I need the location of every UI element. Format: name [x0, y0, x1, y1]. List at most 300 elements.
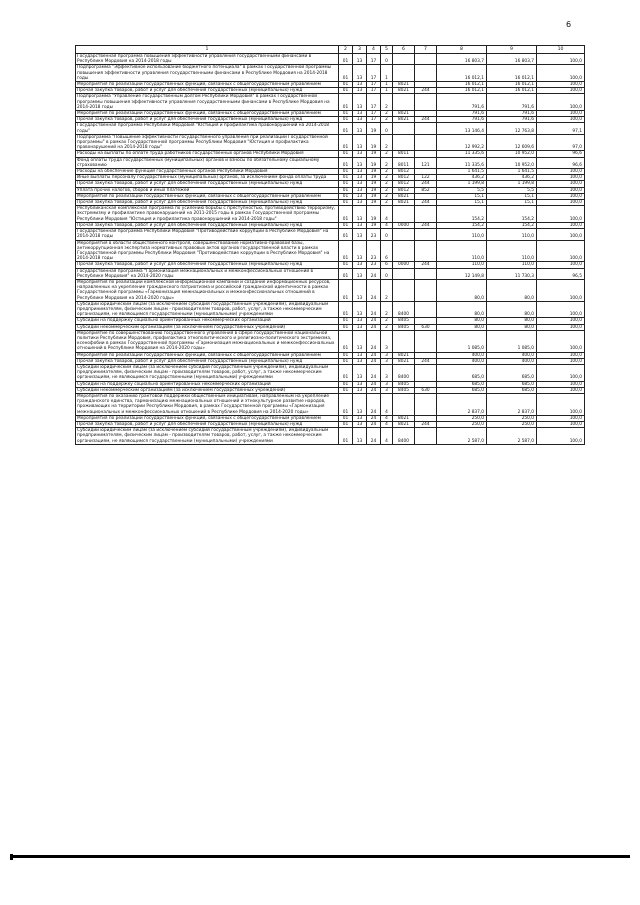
cell-percent: 100,0 — [537, 387, 585, 393]
cell-expense-type: 244 — [415, 422, 437, 428]
cell-section: 01 — [339, 358, 353, 364]
cell-section: 01 — [339, 229, 353, 240]
row-name: Прочая закупка товаров, работ и услуг для обеспечения государственных (муниципальных) нужд — [76, 200, 339, 206]
cell-subprogram: 1 — [381, 65, 393, 82]
cell-expense-type — [415, 301, 437, 318]
cell-percent: 100,0 — [537, 200, 585, 206]
cell-section: 01 — [339, 240, 353, 262]
cell-executed: 791,6 — [487, 117, 537, 123]
cell-program: 17 — [367, 65, 381, 82]
cell-direction: 8012 — [393, 175, 415, 181]
row-name: Субсидии юридическим лицам (за исключением субсидий государственным учреждениям), индивидуальным предпринимателям, физическим лицам - производителям товаров, работ, услуг, а также некоммерческим организациям, не являющимся государственными (муниципальными) учреждениями — [76, 301, 339, 318]
cell-executed: 250,0 — [487, 422, 537, 428]
cell-percent: 100,0 — [537, 229, 585, 240]
cell-subsection: 13 — [353, 134, 367, 151]
cell-expense-type — [415, 240, 437, 262]
cell-expense-type — [415, 123, 437, 134]
cell-percent: 100,0 — [537, 111, 585, 117]
cell-program: 19 — [367, 200, 381, 206]
cell-percent: 100,0 — [537, 222, 585, 228]
cell-direction: 8405 — [393, 318, 415, 324]
cell-subprogram: 2 — [381, 111, 393, 117]
cell-subsection: 13 — [353, 387, 367, 393]
cell-section: 01 — [339, 387, 353, 393]
cell-program: 24 — [367, 415, 381, 421]
cell-direction: 0000 — [393, 222, 415, 228]
row-name: Субсидии некоммерческим организациям (за исключением государственных учреждений) — [76, 387, 339, 393]
cell-section: 01 — [339, 151, 353, 157]
row-name: Субсидии некоммерческим организациям (за исключением государственных учреждений) — [76, 324, 339, 330]
cell-executed: 791,6 — [487, 94, 537, 111]
row-name: Прочая закупка товаров, работ и услуг для обеспечения государственных (муниципальных) нужд — [76, 181, 339, 187]
cell-executed: 80,0 — [487, 324, 537, 330]
cell-planned: 80,0 — [437, 324, 487, 330]
cell-section: 01 — [339, 187, 353, 193]
row-name: Прочая закупка товаров, работ и услуг для обеспечения государственных (муниципальных) нужд — [76, 88, 339, 94]
cell-percent: 100,0 — [537, 301, 585, 318]
cell-section: 01 — [339, 88, 353, 94]
cell-percent: 100,0 — [537, 54, 585, 65]
cell-percent: 100,0 — [537, 318, 585, 324]
row-name: Мероприятия по реализации государственных функций, связанных с общегосударственным управлением — [76, 193, 339, 199]
cell-section: 01 — [339, 193, 353, 199]
cell-direction — [393, 94, 415, 111]
cell-subsection: 13 — [353, 352, 367, 358]
cell-subsection: 13 — [353, 262, 367, 268]
table-row — [76, 134, 585, 151]
cell-expense-type — [415, 206, 437, 223]
cell-expense-type: 244 — [415, 200, 437, 206]
cell-section: 01 — [339, 262, 353, 268]
cell-subprogram: 2 — [381, 193, 393, 199]
cell-subprogram: 1 — [381, 82, 393, 88]
cell-executed: 685,0 — [487, 387, 537, 393]
cell-program: 17 — [367, 88, 381, 94]
cell-percent: 100,0 — [537, 279, 585, 301]
cell-direction: 8400 — [393, 301, 415, 318]
cell-subsection: 13 — [353, 222, 367, 228]
cell-program: 19 — [367, 193, 381, 199]
cell-section: 01 — [339, 318, 353, 324]
cell-section: 01 — [339, 134, 353, 151]
cell-executed: 80,0 — [487, 318, 537, 324]
cell-expense-type: 244 — [415, 117, 437, 123]
cell-executed: 2 587,0 — [487, 428, 537, 445]
cell-program: 23 — [367, 262, 381, 268]
cell-planned: 13 146,4 — [437, 123, 487, 134]
cell-percent: 100,0 — [537, 330, 585, 352]
cell-program: 17 — [367, 117, 381, 123]
cell-percent: 100,0 — [537, 428, 585, 445]
row-name: Мероприятия по реализации государственных функций, связанных с общегосударственным управлением — [76, 415, 339, 421]
cell-program: 24 — [367, 422, 381, 428]
cell-direction: 0000 — [393, 262, 415, 268]
table-row — [76, 428, 585, 445]
cell-subsection: 13 — [353, 123, 367, 134]
cell-expense-type: 121 — [415, 157, 437, 168]
cell-direction — [393, 65, 415, 82]
row-name: Государственная программа Республики Мордовия "Противодействие коррупции в Республике Мордовия" на 2014-2018 годы — [76, 229, 339, 240]
cell-executed: 2 837,0 — [487, 393, 537, 415]
cell-planned: 791,6 — [437, 117, 487, 123]
cell-subprogram: 2 — [381, 181, 393, 187]
cell-subsection: 13 — [353, 268, 367, 279]
cell-program: 24 — [367, 358, 381, 364]
cell-subprogram: 2 — [381, 200, 393, 206]
cell-direction: 8021 — [393, 358, 415, 364]
cell-section: 01 — [339, 65, 353, 82]
cell-section: 01 — [339, 117, 353, 123]
cell-expense-type: 244 — [415, 262, 437, 268]
cell-planned: 16 012,1 — [437, 65, 487, 82]
row-name: Подпрограмма "Управление государственным долгом Республики Мордовия" в рамках Государственной программы повышения эффективности управления государственными финансами в Республике Мордовия на 2014-2018 годы — [76, 94, 339, 111]
cell-percent: 96,6 — [537, 157, 585, 168]
cell-executed: 16 803,7 — [487, 54, 537, 65]
cell-planned: 110,0 — [437, 240, 487, 262]
row-name: Прочая закупка товаров, работ и услуг для обеспечения государственных (муниципальных) нужд — [76, 358, 339, 364]
cell-percent: 100,0 — [537, 65, 585, 82]
cell-subsection: 13 — [353, 88, 367, 94]
cell-planned: 791,6 — [437, 94, 487, 111]
page-number: 6 — [566, 20, 572, 29]
cell-direction: 8012 — [393, 181, 415, 187]
cell-executed: 5,5 — [487, 187, 537, 193]
row-name: Мероприятия в области общественного контроля, совершенствование нормативно-правовой базы, антикоррупционная экспертиза нормативных правовых актов органов государственной власти в рамках Государственной программы Республики Мордовия "Противодействие коррупции в Республике Мордовия" на 2014-2018 годы — [76, 240, 339, 262]
cell-executed: 1 085,0 — [487, 330, 537, 352]
cell-program: 24 — [367, 301, 381, 318]
cell-subprogram: 4 — [381, 222, 393, 228]
cell-executed: 110,0 — [487, 229, 537, 240]
cell-percent: 100,0 — [537, 358, 585, 364]
cell-subsection: 13 — [353, 358, 367, 364]
cell-expense-type — [415, 54, 437, 65]
cell-program: 24 — [367, 393, 381, 415]
cell-direction: 8405 — [393, 381, 415, 387]
cell-expense-type: 244 — [415, 181, 437, 187]
cell-expense-type — [415, 364, 437, 381]
cell-planned: 110,0 — [437, 229, 487, 240]
cell-program: 19 — [367, 181, 381, 187]
cell-planned: 80,0 — [437, 318, 487, 324]
cell-planned: 154,2 — [437, 206, 487, 223]
cell-section: 01 — [339, 200, 353, 206]
cell-direction: 8021 — [393, 422, 415, 428]
cell-subsection: 13 — [353, 111, 367, 117]
cell-direction — [393, 330, 415, 352]
cell-subsection: 13 — [353, 169, 367, 175]
cell-executed: 1 641,5 — [487, 169, 537, 175]
cell-percent: 96,5 — [537, 268, 585, 279]
cell-direction: 8012 — [393, 187, 415, 193]
cell-planned: 400,0 — [437, 352, 487, 358]
cell-subsection: 13 — [353, 206, 367, 223]
cell-subsection: 13 — [353, 240, 367, 262]
cell-program: 23 — [367, 229, 381, 240]
cell-planned: 16 012,1 — [437, 82, 487, 88]
cell-subsection: 13 — [353, 318, 367, 324]
cell-program: 17 — [367, 82, 381, 88]
cell-subprogram: 2 — [381, 157, 393, 168]
cell-direction: 8011 — [393, 151, 415, 157]
cell-direction: 8012 — [393, 169, 415, 175]
cell-subsection: 13 — [353, 393, 367, 415]
cell-subprogram: 2 — [381, 94, 393, 111]
cell-direction — [393, 229, 415, 240]
cell-subprogram: 2 — [381, 175, 393, 181]
cell-planned: 16 012,1 — [437, 88, 487, 94]
cell-planned: 1 641,5 — [437, 169, 487, 175]
cell-percent: 100,0 — [537, 82, 585, 88]
cell-subsection: 13 — [353, 422, 367, 428]
cell-percent: 100,0 — [537, 364, 585, 381]
cell-planned: 2 837,0 — [437, 393, 487, 415]
cell-section: 01 — [339, 301, 353, 318]
cell-program: 24 — [367, 381, 381, 387]
cell-executed: 15,1 — [487, 200, 537, 206]
column-header: 2 — [339, 46, 353, 54]
cell-direction: 8021 — [393, 193, 415, 199]
cell-executed: 110,0 — [487, 262, 537, 268]
cell-executed: 12 609,6 — [487, 134, 537, 151]
row-name: Мероприятия по реализации государственных функций, связанных с общегосударственным управлением — [76, 111, 339, 117]
cell-expense-type: 630 — [415, 387, 437, 393]
cell-section: 01 — [339, 415, 353, 421]
cell-subprogram: 2 — [381, 301, 393, 318]
cell-planned: 1 199,8 — [437, 181, 487, 187]
cell-program: 19 — [367, 169, 381, 175]
column-header: 1 — [76, 46, 339, 54]
scan-bottom-edge — [10, 855, 630, 858]
cell-executed: 685,0 — [487, 381, 537, 387]
row-name: Мероприятия по реализации государственных функций, связанных с общегосударственным управлением — [76, 352, 339, 358]
cell-program: 24 — [367, 268, 381, 279]
cell-executed: 15,1 — [487, 193, 537, 199]
cell-expense-type — [415, 268, 437, 279]
cell-executed: 1 199,8 — [487, 181, 537, 187]
cell-subprogram: 4 — [381, 206, 393, 223]
column-header: 8 — [437, 46, 487, 54]
cell-percent: 100,0 — [537, 206, 585, 223]
cell-program: 24 — [367, 387, 381, 393]
cell-expense-type — [415, 94, 437, 111]
cell-subsection: 13 — [353, 330, 367, 352]
cell-planned: 12 992,2 — [437, 134, 487, 151]
cell-section: 01 — [339, 330, 353, 352]
cell-subprogram: 4 — [381, 415, 393, 421]
cell-percent: 100,0 — [537, 324, 585, 330]
budget-table — [75, 45, 585, 445]
cell-program: 19 — [367, 123, 381, 134]
cell-percent: 100,0 — [537, 352, 585, 358]
column-header: 4 — [367, 46, 381, 54]
row-name: Государственная программа повышения эффективности управления государственными финансами в Республике Мордовия на 2014-2018 годы — [76, 54, 339, 65]
table-row — [76, 206, 585, 223]
cell-percent: 100,0 — [537, 88, 585, 94]
cell-section: 01 — [339, 157, 353, 168]
cell-subsection: 13 — [353, 151, 367, 157]
cell-direction — [393, 393, 415, 415]
cell-subprogram: 2 — [381, 134, 393, 151]
row-name: Мероприятия по реализации государственных функций, связанных с общегосударственным управлением — [76, 82, 339, 88]
table-row — [76, 94, 585, 111]
cell-subprogram: 1 — [381, 88, 393, 94]
cell-percent: 100,0 — [537, 169, 585, 175]
cell-expense-type: 852 — [415, 187, 437, 193]
cell-section: 01 — [339, 111, 353, 117]
row-name: Прочая закупка товаров, работ и услуг для обеспечения государственных (муниципальных) нужд — [76, 117, 339, 123]
cell-planned: 12 149,8 — [437, 268, 487, 279]
cell-planned: 80,0 — [437, 279, 487, 301]
cell-program: 24 — [367, 352, 381, 358]
cell-program: 19 — [367, 206, 381, 223]
cell-planned: 250,0 — [437, 422, 487, 428]
table-row — [76, 229, 585, 240]
cell-program: 19 — [367, 134, 381, 151]
row-name: Мероприятия по реализации комплексной информационной кампании и создание информационных ресурсов, направленных на укрепление гражданского патриотизма и российской гражданской идентичности в рамках Государственной программы «Гармонизация межнациональных и межконфессиональных отношений в Республике Мордовия на 2014-2020 годы» — [76, 279, 339, 301]
cell-section: 01 — [339, 169, 353, 175]
cell-section: 01 — [339, 181, 353, 187]
cell-planned: 1 085,0 — [437, 330, 487, 352]
cell-subprogram: 3 — [381, 381, 393, 387]
cell-expense-type — [415, 428, 437, 445]
cell-direction: 8021 — [393, 352, 415, 358]
cell-expense-type — [415, 330, 437, 352]
table-row — [76, 268, 585, 279]
cell-subsection: 13 — [353, 415, 367, 421]
cell-expense-type: 244 — [415, 222, 437, 228]
cell-percent: 100,0 — [537, 117, 585, 123]
cell-direction — [393, 123, 415, 134]
cell-executed: 80,0 — [487, 279, 537, 301]
row-name: Уплата прочих налогов, сборов и иных платежей — [76, 187, 339, 193]
cell-direction: 8021 — [393, 111, 415, 117]
cell-section: 01 — [339, 123, 353, 134]
row-name: Фонд оплаты труда государственных (муниципальных) органов и взносы по обязательному социальному страхованию — [76, 157, 339, 168]
cell-subsection: 13 — [353, 65, 367, 82]
cell-percent: 100,0 — [537, 422, 585, 428]
cell-section: 01 — [339, 364, 353, 381]
row-name: Прочая закупка товаров, работ и услуг для обеспечения государственных (муниципальных) нужд — [76, 222, 339, 228]
cell-executed: 154,2 — [487, 222, 537, 228]
cell-direction — [393, 54, 415, 65]
cell-planned: 110,0 — [437, 262, 487, 268]
cell-subsection: 13 — [353, 279, 367, 301]
cell-direction: 8400 — [393, 364, 415, 381]
row-name: Подпрограмма "Эффективное использование бюджетного потенциала" в рамках Государственной программы повышения эффективности управления государственными финансами в Республике Мордовия на 2014-2018 годы — [76, 65, 339, 82]
row-name: Субсидии юридическим лицам (за исключением субсидий государственным учреждениям), индивидуальным предпринимателям, физическим лицам - производителям товаров, работ, услуг, а также некоммерческим организациям, не являющимся государственными (муниципальными) учреждениями — [76, 428, 339, 445]
cell-executed: 791,6 — [487, 111, 537, 117]
cell-subprogram: 2 — [381, 117, 393, 123]
cell-direction — [393, 240, 415, 262]
cell-percent: 97,0 — [537, 134, 585, 151]
cell-subsection: 13 — [353, 175, 367, 181]
cell-percent: 100,0 — [537, 415, 585, 421]
table-row — [76, 301, 585, 318]
cell-section: 01 — [339, 422, 353, 428]
cell-program: 24 — [367, 428, 381, 445]
cell-percent: 100,0 — [537, 187, 585, 193]
cell-direction: 8021 — [393, 415, 415, 421]
row-name: Мероприятия по оказанию грантовой поддержки общественным инициативам, направленным на укрепление гражданского единства, гармонизацию межнациональных отношений и этнокультурное развитие народов, проживающих на территории Республики Мордовия, в рамках Государственной программы «Гармонизация межнациональных и межконфессиональных отношений в Республике Мордовия на 2014-2020 годы» — [76, 393, 339, 415]
cell-subprogram: 2 — [381, 279, 393, 301]
cell-planned: 5,5 — [437, 187, 487, 193]
cell-section: 01 — [339, 393, 353, 415]
cell-subprogram: 3 — [381, 387, 393, 393]
cell-planned: 400,0 — [437, 358, 487, 364]
cell-subsection: 13 — [353, 428, 367, 445]
column-header: 7 — [415, 46, 437, 54]
row-name: Государственная программа Республики Мордовия "Юстиция и профилактика правонарушений на 2014-2018 годы" — [76, 123, 339, 134]
cell-program: 24 — [367, 330, 381, 352]
column-header: 10 — [537, 46, 585, 54]
cell-subprogram: 2 — [381, 187, 393, 193]
cell-program: 24 — [367, 318, 381, 324]
cell-executed: 16 012,1 — [487, 88, 537, 94]
column-header: 9 — [487, 46, 537, 54]
cell-subprogram: 6 — [381, 262, 393, 268]
cell-direction: 8011 — [393, 157, 415, 168]
cell-executed: 400,0 — [487, 358, 537, 364]
cell-expense-type: 244 — [415, 358, 437, 364]
cell-program: 17 — [367, 54, 381, 65]
cell-planned: 80,0 — [437, 301, 487, 318]
cell-subsection: 13 — [353, 364, 367, 381]
column-header: 6 — [393, 46, 415, 54]
cell-planned: 436,2 — [437, 175, 487, 181]
table-row — [76, 157, 585, 168]
cell-expense-type: 630 — [415, 324, 437, 330]
cell-section: 01 — [339, 268, 353, 279]
cell-program: 23 — [367, 240, 381, 262]
cell-subsection: 13 — [353, 381, 367, 387]
cell-percent: 97,1 — [537, 123, 585, 134]
row-name: Расходы на обеспечение функций государственных органов Республики Мордовия — [76, 169, 339, 175]
cell-direction: 8021 — [393, 88, 415, 94]
table-row — [76, 279, 585, 301]
cell-subprogram: 0 — [381, 229, 393, 240]
cell-executed: 16 012,1 — [487, 65, 537, 82]
cell-direction: 8021 — [393, 200, 415, 206]
cell-executed: 10 952,0 — [487, 151, 537, 157]
cell-section: 01 — [339, 54, 353, 65]
cell-program: 19 — [367, 222, 381, 228]
cell-executed: 154,2 — [487, 206, 537, 223]
cell-executed: 12 763,8 — [487, 123, 537, 134]
cell-direction: 8021 — [393, 117, 415, 123]
cell-executed: 685,0 — [487, 364, 537, 381]
cell-program: 24 — [367, 364, 381, 381]
cell-direction: 8405 — [393, 387, 415, 393]
cell-section: 01 — [339, 175, 353, 181]
cell-program: 19 — [367, 151, 381, 157]
cell-planned: 154,2 — [437, 222, 487, 228]
row-name: Прочая закупка товаров, работ и услуг для обеспечения государственных (муниципальных) нужд — [76, 262, 339, 268]
cell-subprogram: 3 — [381, 330, 393, 352]
cell-planned: 685,0 — [437, 387, 487, 393]
cell-subprogram: 2 — [381, 169, 393, 175]
cell-planned: 11 335,6 — [437, 151, 487, 157]
table-row — [76, 54, 585, 65]
cell-subprogram: 3 — [381, 352, 393, 358]
column-header: 5 — [381, 46, 393, 54]
cell-section: 01 — [339, 94, 353, 111]
cell-expense-type — [415, 229, 437, 240]
row-name: Субсидии юридическим лицам (за исключением субсидий государственным учреждениям), индивидуальным предпринимателям, физическим лицам - производителям товаров, работ, услуг, а также некоммерческим организациям, не являющимся государственными (муниципальными) учреждениями — [76, 364, 339, 381]
cell-subprogram: 3 — [381, 358, 393, 364]
cell-section: 01 — [339, 381, 353, 387]
cell-planned: 2 587,0 — [437, 428, 487, 445]
cell-percent: 100,0 — [537, 175, 585, 181]
